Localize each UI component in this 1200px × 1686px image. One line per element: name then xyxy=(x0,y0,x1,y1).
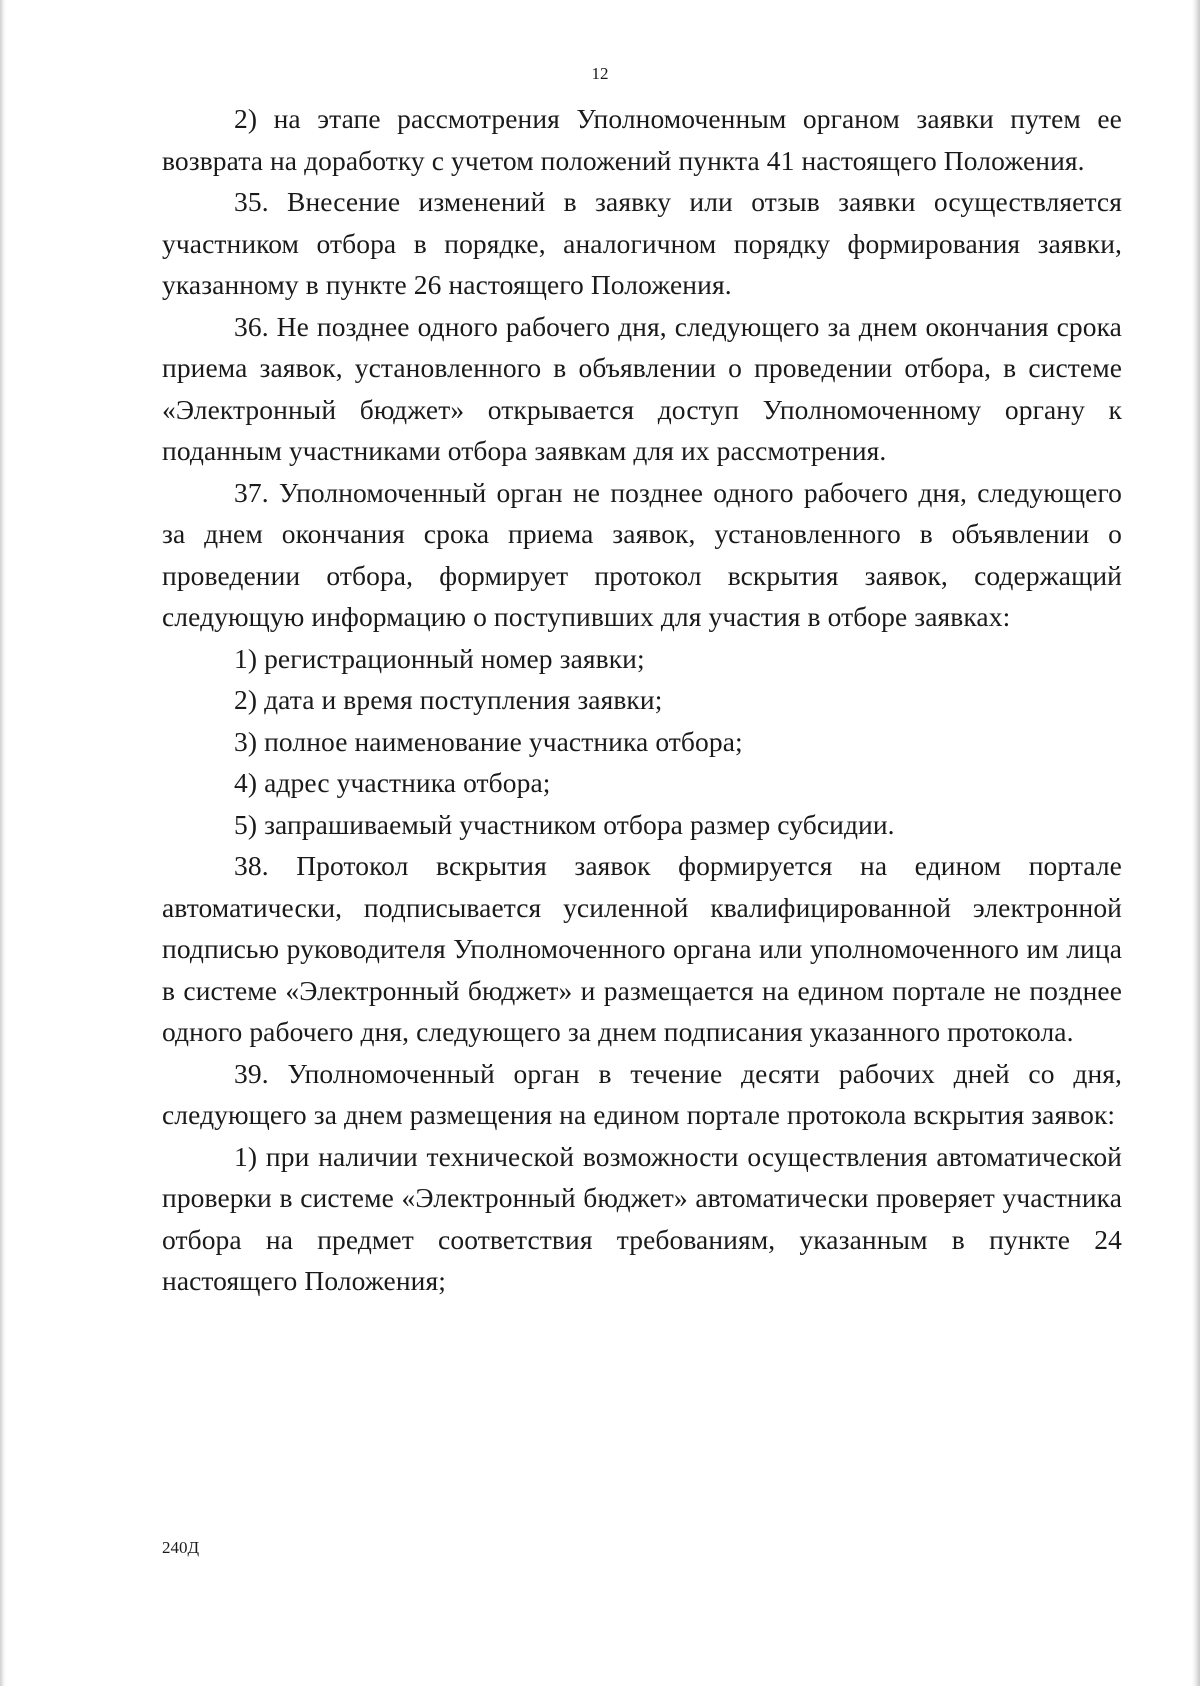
list-item-4: 4) адрес участника отбора; xyxy=(234,767,551,798)
paragraph-36: 36. Не позднее одного рабочего дня, следующего за днем окончания срока приема заявок, установленного в объявлении о проведении отбора, в системе «Электронный бюджет» открывается доступ Уполномоченному органу к поданным участниками отбора заявкам для их рассмотрения. xyxy=(162,310,1122,466)
paragraph-37: 37. Уполномоченный орган не позднее одного рабочего дня, следующего за днем окончания срока приема заявок, установленного в объявлении о проведении отбора, формирует протокол вскрытия заявок, содержащий следующую информацию о поступивших для участия в отборе заявках: xyxy=(162,476,1122,632)
list-item-1: 1) регистрационный номер заявки; xyxy=(234,642,645,674)
list-item-2: 2) дата и время поступления заявки; xyxy=(234,684,663,715)
list-item-5: 5) запрашиваемый участником отбора размер субсидии. xyxy=(234,808,895,840)
paragraph-2-return-for-revision: 2) на этапе рассмотрения Уполномоченным органом заявки путем ее возврата на доработку с учетом положений пункта 41 настоящего Положения. xyxy=(162,103,1122,176)
scan-edge-right xyxy=(1192,0,1200,1686)
paragraph-39-item-1: 1) при наличии технической возможности осуществления автоматической проверки в системе «Электронный бюджет» автоматически проверяет участника отбора на предмет соответствия требованиям, указанным в пункте 24 настоящего Положения; xyxy=(162,1140,1122,1296)
paragraph-35: 35. Внесение изменений в заявку или отзыв заявки осуществляется участником отбора в порядке, аналогичном порядку формирования заявки, указанному в пункте 26 настоящего Положения. xyxy=(162,186,1122,300)
list-item-3: 3) полное наименование участника отбора; xyxy=(234,725,743,757)
paragraph-38: 38. Протокол вскрытия заявок формируется на едином портале автоматически, подписывается усиленной квалифицированной электронной подписью руководителя Уполномоченного органа или уполномоченного им лица в системе «Электронный бюджет» и размещается на едином портале не позднее одного рабочего дня, следующего за днем подписания указанного протокола. xyxy=(162,850,1122,1047)
document-code: 240Д xyxy=(162,1538,200,1557)
paragraph-39: 39. Уполномоченный орган в течение десяти рабочих дней со дня, следующего за днем размещения на едином портале протокола вскрытия заявок: xyxy=(162,1057,1122,1130)
document-body xyxy=(162,98,1122,1302)
scan-edge-left xyxy=(0,0,6,1686)
page-number: 12 xyxy=(591,64,609,83)
